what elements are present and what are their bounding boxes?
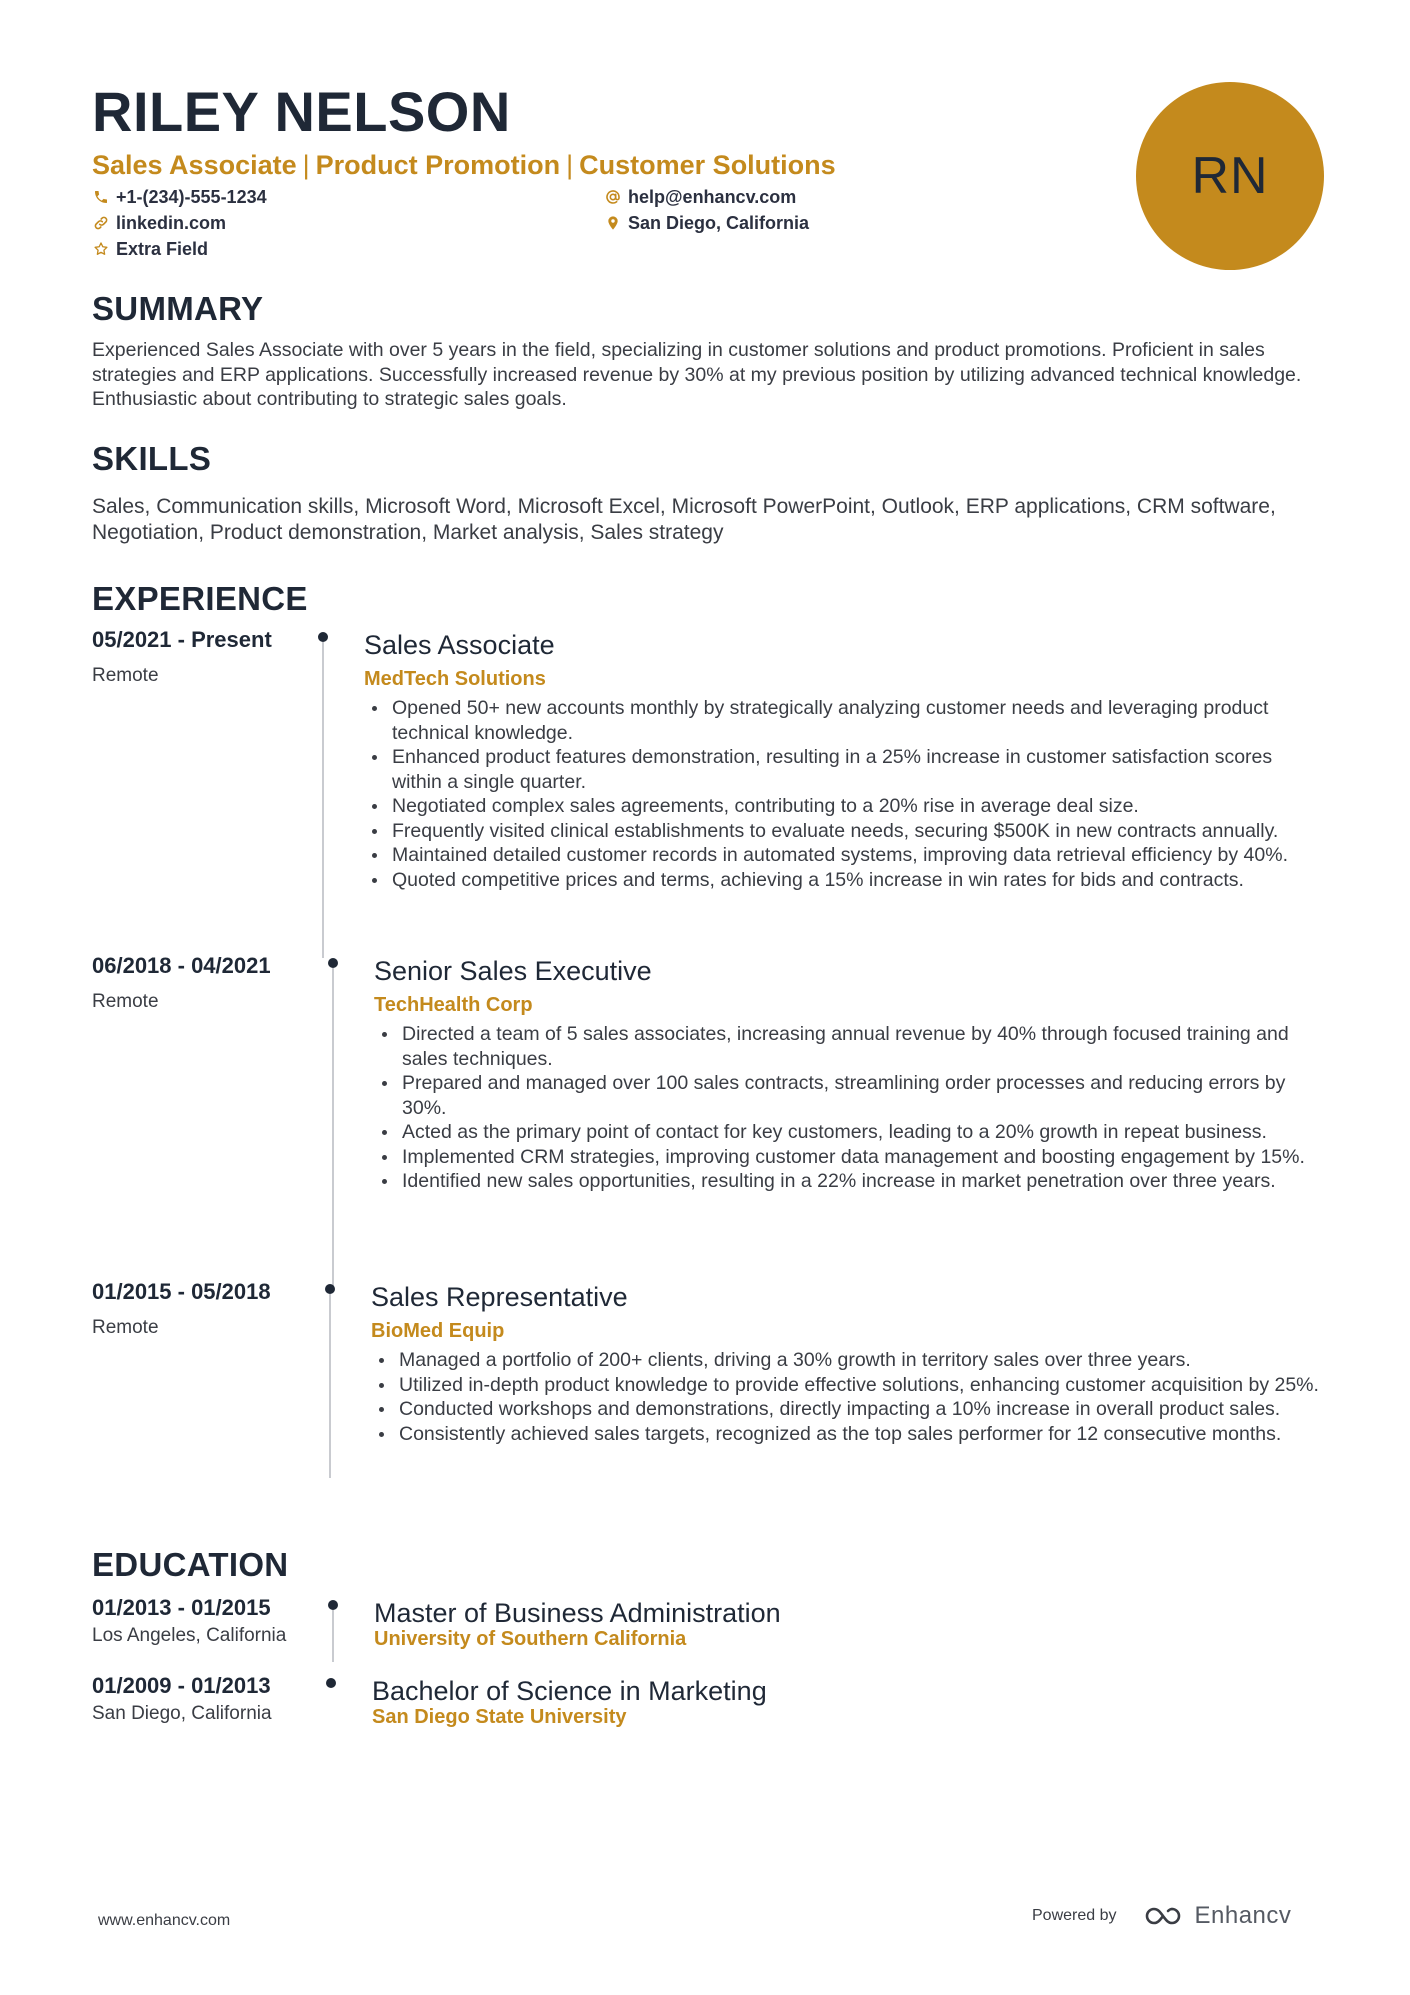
timeline-dot: [326, 1678, 336, 1688]
education-date: 01/2013 - 01/2015: [92, 1595, 271, 1620]
experience-location: Remote: [92, 1317, 159, 1338]
experience-bullet: Frequently visited clinical establishments to evaluate needs, securing $500K in new contracts annually.: [364, 819, 1314, 844]
experience-bullets: [374, 1022, 1324, 1194]
title-part: Sales Associate: [92, 150, 297, 180]
title-part: Customer Solutions: [579, 150, 836, 180]
title-part: Product Promotion: [315, 150, 561, 180]
education-location: Los Angeles, California: [92, 1625, 287, 1646]
link-icon: [92, 214, 110, 232]
education-degree: Bachelor of Science in Marketing: [372, 1676, 767, 1706]
skills-text: Sales, Communication skills, Microsoft Word, Microsoft Excel, Microsoft PowerPoint, Outlook, ERP applications, CRM software, Negotiation, Product demonstration, Market analysis, Sales strategy: [92, 495, 1276, 544]
experience-bullet: Utilized in-depth product knowledge to provide effective solutions, enhancing customer acquisition by 25%.: [371, 1373, 1321, 1398]
star-icon: [92, 240, 110, 258]
brand-name: Enhancv: [1194, 1902, 1292, 1929]
education-location: San Diego, California: [92, 1703, 272, 1724]
experience-date: 05/2021 - Present: [92, 627, 272, 652]
timeline-line: [332, 968, 334, 1286]
at-icon: [604, 188, 622, 206]
candidate-name: RILEY NELSON: [92, 80, 511, 143]
avatar: [1136, 82, 1324, 270]
powered-by-label: Powered by: [1032, 1907, 1117, 1924]
education-date: 01/2009 - 01/2013: [92, 1673, 271, 1698]
footer-branding[interactable]: [1032, 1902, 1291, 1930]
experience-role: Sales Representative: [371, 1282, 628, 1312]
experience-date: 06/2018 - 04/2021: [92, 953, 271, 978]
experience-bullet: Directed a team of 5 sales associates, increasing annual revenue by 40% through focused training and sales techniques.: [374, 1022, 1324, 1071]
enhancv-logo-icon: [1143, 1904, 1187, 1928]
phone-text: +1-(234)-555-1234: [116, 186, 267, 207]
experience-bullet: Enhanced product features demonstration, resulting in a 25% increase in customer satisfaction scores within a single quarter.: [364, 745, 1314, 794]
experience-company: MedTech Solutions: [364, 668, 546, 690]
timeline-dot: [325, 1284, 335, 1294]
contact-info: [92, 186, 1112, 260]
experience-bullets: [371, 1348, 1321, 1446]
title-separator: |: [302, 150, 310, 180]
timeline-dot: [328, 1600, 338, 1610]
education-degree: Master of Business Administration: [374, 1598, 781, 1628]
resume-header: [92, 80, 1112, 260]
experience-bullet: Acted as the primary point of contact for key customers, leading to a 20% growth in repeat business.: [374, 1120, 1324, 1145]
timeline-line: [322, 642, 324, 958]
experience-bullet: Negotiated complex sales agreements, contributing to a 20% rise in average deal size.: [364, 794, 1314, 819]
experience-bullet: Opened 50+ new accounts monthly by strategically analyzing customer needs and leveraging product technical knowledge.: [364, 696, 1314, 745]
contact-phone[interactable]: [92, 186, 604, 208]
experience-bullets: [364, 696, 1314, 892]
experience-heading: EXPERIENCE: [92, 580, 308, 617]
contact-email[interactable]: [604, 186, 1004, 208]
timeline-dot: [318, 632, 328, 642]
timeline-dot: [328, 958, 338, 968]
contact-linkedin[interactable]: [92, 212, 604, 234]
education-heading: EDUCATION: [92, 1546, 289, 1583]
experience-company: BioMed Equip: [371, 1320, 505, 1342]
experience-bullet: Managed a portfolio of 200+ clients, driving a 30% growth in territory sales over three years.: [371, 1348, 1321, 1373]
experience-company: TechHealth Corp: [374, 994, 533, 1016]
experience-location: Remote: [92, 991, 159, 1012]
experience-bullet: Identified new sales opportunities, resulting in a 22% increase in market penetration over three years.: [374, 1169, 1324, 1194]
education-school: University of Southern California: [374, 1628, 687, 1650]
timeline-line: [332, 1610, 334, 1662]
skills-heading: SKILLS: [92, 440, 212, 477]
summary-text: Experienced Sales Associate with over 5 years in the field, specializing in customer solutions and product promotions. Proficient in sales strategies and ERP applications. Successfully increased revenue by 30% at my previous position by utilizing advanced technical knowledge. Enthusiastic about contributing to strategic sales goals.: [92, 339, 1302, 410]
email-text: help@enhancv.com: [628, 186, 797, 207]
phone-icon: [92, 188, 110, 206]
education-school: San Diego State University: [372, 1706, 627, 1728]
experience-bullet: Conducted workshops and demonstrations, directly impacting a 10% increase in overall product sales.: [371, 1397, 1321, 1422]
contact-extra: [92, 238, 604, 260]
experience-bullet: Prepared and managed over 100 sales contracts, streamlining order processes and reducing errors by 30%.: [374, 1071, 1324, 1120]
avatar-initials: RN: [1191, 147, 1269, 205]
experience-bullet: Quoted competitive prices and terms, achieving a 15% increase in win rates for bids and contracts.: [364, 868, 1314, 893]
experience-role: Senior Sales Executive: [374, 956, 652, 986]
title-separator: |: [566, 150, 574, 180]
location-text: San Diego, California: [628, 212, 810, 233]
contact-location: [604, 212, 1004, 234]
experience-bullet: Maintained detailed customer records in automated systems, improving data retrieval efficiency by 40%.: [364, 843, 1314, 868]
experience-bullet: Consistently achieved sales targets, recognized as the top sales performer for 12 consecutive months.: [371, 1422, 1321, 1447]
experience-role: Sales Associate: [364, 630, 555, 660]
enhancv-logo: [1143, 1902, 1292, 1930]
summary-heading: SUMMARY: [92, 290, 264, 327]
map-pin-icon: [604, 214, 622, 232]
linkedin-text: linkedin.com: [116, 212, 227, 233]
experience-location: Remote: [92, 665, 159, 686]
candidate-title: [92, 148, 1112, 182]
extra-text: Extra Field: [116, 238, 209, 259]
footer-website[interactable]: www.enhancv.com: [98, 1912, 231, 1929]
experience-date: 01/2015 - 05/2018: [92, 1279, 271, 1304]
experience-bullet: Implemented CRM strategies, improving customer data management and boosting engagement by 15%.: [374, 1145, 1324, 1170]
timeline-line: [329, 1294, 331, 1478]
